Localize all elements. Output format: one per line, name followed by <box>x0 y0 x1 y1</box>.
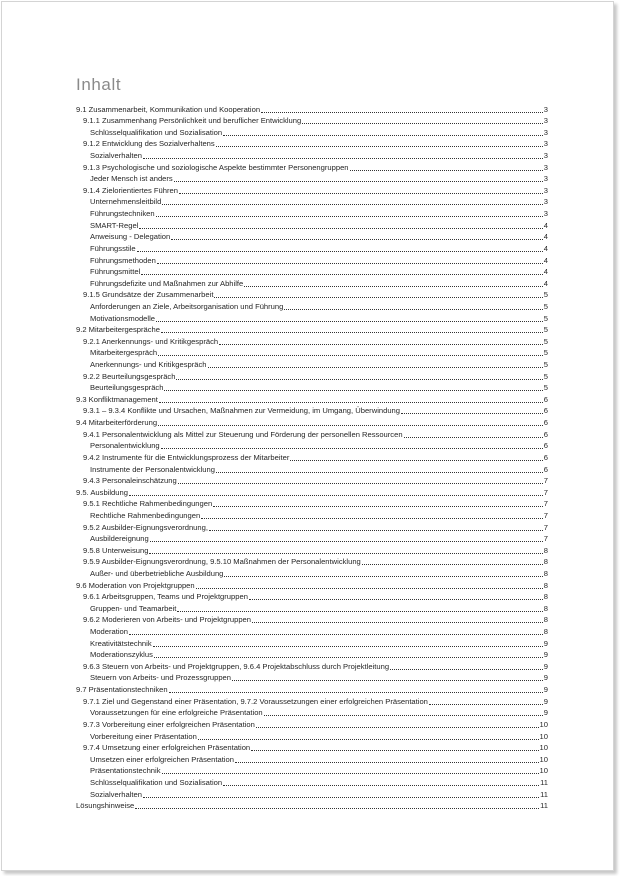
toc-page-number: 8 <box>543 603 548 613</box>
toc-entry[interactable] <box>76 521 548 533</box>
toc-page-number: 10 <box>539 743 548 753</box>
toc-entry[interactable] <box>76 393 548 405</box>
toc-entry-text: Schlüsselqualifikation und Sozialisation <box>90 777 223 787</box>
toc-dot-leader <box>223 785 539 786</box>
toc-dot-leader <box>176 379 542 380</box>
toc-page-number: 8 <box>543 568 548 578</box>
toc-entry-text: 9.1 Zusammenarbeit, Kommunikation und Kooperation <box>76 104 261 114</box>
toc-page-number: 9 <box>543 708 548 718</box>
toc-entry[interactable] <box>76 707 548 719</box>
toc-page-number: 10 <box>539 754 548 764</box>
toc-page-number: 11 <box>540 801 548 811</box>
toc-page-number: 6 <box>543 418 548 428</box>
toc-entry-text: Lösungshinweise <box>76 801 135 811</box>
toc-entry[interactable] <box>76 126 548 138</box>
toc-entry[interactable] <box>76 591 548 603</box>
toc-entry[interactable] <box>76 498 548 510</box>
toc-page-number: 4 <box>543 243 548 253</box>
toc-entry[interactable] <box>76 207 548 219</box>
toc-entry-text: 9.6.2 Moderieren von Arbeits- und Projektgruppen <box>83 615 252 625</box>
toc-entry[interactable] <box>76 219 548 231</box>
toc-entry-text: Jeder Mensch ist anders <box>90 174 173 184</box>
toc-dot-leader <box>150 541 543 542</box>
toc-entry[interactable] <box>76 800 548 812</box>
toc-dot-leader <box>198 739 539 740</box>
toc-entry-text: Beurteilungsgespräch <box>90 383 164 393</box>
toc-dot-leader <box>214 297 542 298</box>
toc-entry-text: Personalentwicklung <box>90 441 160 451</box>
toc-entry[interactable] <box>76 428 548 440</box>
toc-entry[interactable] <box>76 486 548 498</box>
toc-dot-leader <box>154 657 543 658</box>
toc-dot-leader <box>244 286 543 287</box>
toc-page-number: 10 <box>539 731 548 741</box>
toc-entry-text: Kreativitätstechnik <box>90 638 152 648</box>
toc-page-number: 3 <box>543 151 548 161</box>
toc-entry-text: 9.4.1 Personalentwicklung als Mittel zur Steuerung und Förderung der personellen Ressourcen <box>83 429 403 439</box>
toc-entry[interactable] <box>76 115 548 127</box>
toc-entry[interactable] <box>76 765 548 777</box>
toc-entry-text: 9.4.3 Personaleinschätzung <box>83 476 177 486</box>
toc-dot-leader <box>157 263 543 264</box>
toc-entry-text: 9.3 Konfliktmanagement <box>76 394 158 404</box>
toc-entry-text: Führungstechniken <box>90 209 155 219</box>
toc-entry-text: 9.7 Präsentationstechniken <box>76 685 168 695</box>
toc-page-number: 3 <box>543 139 548 149</box>
toc-entry[interactable] <box>76 382 548 394</box>
toc-dot-leader <box>251 750 538 751</box>
toc-entry[interactable] <box>76 347 548 359</box>
toc-entry-text: Moderation <box>90 627 128 637</box>
toc-entry-text: Führungsdefizite und Maßnahmen zur Abhilfe <box>90 278 244 288</box>
toc-entry[interactable] <box>76 718 548 730</box>
toc-dot-leader <box>158 355 543 356</box>
toc-dot-leader <box>129 495 543 496</box>
toc-entry-text: 9.5.9 Ausbilder-Eignungsverordnung, 9.5.10 Maßnahmen der Personalentwicklung <box>83 557 361 567</box>
toc-page-number: 3 <box>543 209 548 219</box>
toc-page-number: 7 <box>543 522 548 532</box>
toc-dot-leader <box>137 251 543 252</box>
toc-page-number: 11 <box>540 777 548 787</box>
toc-entry[interactable] <box>76 358 548 370</box>
toc-entry[interactable] <box>76 161 548 173</box>
toc-page-number: 7 <box>543 534 548 544</box>
toc-dot-leader <box>141 274 543 275</box>
toc-dot-leader <box>153 646 543 647</box>
page-title: Inhalt <box>76 75 122 94</box>
toc-page-number: 5 <box>543 301 548 311</box>
toc-page-number: 5 <box>543 325 548 335</box>
toc-dot-leader <box>162 773 539 774</box>
table-of-contents <box>76 103 548 811</box>
toc-dot-leader <box>162 204 542 205</box>
document-page <box>1 1 614 871</box>
toc-entry[interactable] <box>76 289 548 301</box>
toc-dot-leader <box>169 692 543 693</box>
toc-dot-leader <box>129 634 543 635</box>
toc-dot-leader <box>177 611 542 612</box>
toc-dot-leader <box>196 588 543 589</box>
toc-entry-text: Anweisung - Delegation <box>90 232 171 242</box>
toc-entry[interactable] <box>76 475 548 487</box>
toc-page-number: 9 <box>543 661 548 671</box>
toc-dot-leader <box>252 622 543 623</box>
toc-page-number: 9 <box>543 638 548 648</box>
toc-dot-leader <box>178 483 543 484</box>
toc-entry-text: 9.5. Ausbildung <box>76 487 128 497</box>
toc-dot-leader <box>249 599 543 600</box>
toc-dot-leader <box>143 158 543 159</box>
toc-page-number: 11 <box>540 789 548 799</box>
toc-dot-leader <box>302 123 543 124</box>
toc-dot-leader <box>264 715 543 716</box>
toc-dot-leader <box>429 704 543 705</box>
toc-dot-leader <box>161 448 543 449</box>
toc-dot-leader <box>404 437 543 438</box>
toc-entry[interactable] <box>76 637 548 649</box>
toc-entry-text: Moderationszyklus <box>90 650 153 660</box>
toc-dot-leader <box>362 564 543 565</box>
toc-dot-leader <box>216 146 543 147</box>
toc-page-number: 7 <box>543 487 548 497</box>
toc-entry[interactable] <box>76 683 548 695</box>
toc-entry[interactable] <box>76 173 548 185</box>
toc-page-number: 4 <box>543 278 548 288</box>
toc-entry-text: Führungsmittel <box>90 267 141 277</box>
toc-entry-text: 9.5.1 Rechtliche Rahmenbedingungen <box>83 499 213 509</box>
toc-page-number: 8 <box>543 557 548 567</box>
toc-dot-leader <box>143 797 539 798</box>
toc-page-number: 8 <box>543 627 548 637</box>
toc-entry[interactable] <box>76 753 548 765</box>
toc-entry[interactable] <box>76 440 548 452</box>
toc-page-number: 9 <box>543 650 548 660</box>
toc-entry[interactable] <box>76 184 548 196</box>
toc-page-number: 8 <box>543 545 548 555</box>
toc-entry-text: 9.6 Moderation von Projektgruppen <box>76 580 195 590</box>
toc-entry-text: 9.6.1 Arbeitsgruppen, Teams und Projektgruppen <box>83 592 248 602</box>
toc-dot-leader <box>164 390 542 391</box>
toc-page-number: 10 <box>539 766 548 776</box>
toc-dot-leader <box>256 727 539 728</box>
toc-page-number: 10 <box>539 719 548 729</box>
toc-page-number: 7 <box>543 510 548 520</box>
toc-dot-leader <box>208 367 543 368</box>
toc-entry-text: Führungsstile <box>90 243 136 253</box>
toc-dot-leader <box>209 530 543 531</box>
toc-entry[interactable] <box>76 556 548 568</box>
toc-entry-text: Vorbereitung einer Präsentation <box>90 731 197 741</box>
toc-page-number: 9 <box>543 673 548 683</box>
toc-entry[interactable] <box>76 370 548 382</box>
toc-entry-text: Motivationsmodelle <box>90 313 155 323</box>
toc-page-number: 5 <box>543 313 548 323</box>
toc-entry-text: 9.7.4 Umsetzung einer erfolgreichen Präsentation <box>83 743 251 753</box>
toc-page-number: 3 <box>543 185 548 195</box>
toc-entry[interactable] <box>76 509 548 521</box>
toc-entry-text: Steuern von Arbeits- und Prozessgruppen <box>90 673 231 683</box>
toc-page-number: 7 <box>543 476 548 486</box>
toc-entry-text: 9.4.2 Instrumente für die Entwicklungsprozess der Mitarbeiter <box>83 452 290 462</box>
toc-entry[interactable] <box>76 649 548 661</box>
toc-page-number: 4 <box>543 267 548 277</box>
toc-entry-text: Instrumente der Personalentwicklung <box>90 464 215 474</box>
toc-entry[interactable] <box>76 695 548 707</box>
toc-entry-text: Rechtliche Rahmenbedingungen <box>90 510 201 520</box>
toc-page-number: 6 <box>543 429 548 439</box>
toc-entry-text: 9.5.2 Ausbilder-Eignungsverordnung, <box>83 522 208 532</box>
toc-dot-leader <box>390 669 543 670</box>
toc-entry-text: 9.7.1 Ziel und Gegenstand einer Präsentation, 9.7.2 Voraussetzungen einer erfolgreichen Präsentation <box>83 696 428 706</box>
toc-entry-text: Mitarbeitergespräch <box>90 348 158 358</box>
toc-entry[interactable] <box>76 544 548 556</box>
toc-entry[interactable] <box>76 196 548 208</box>
toc-entry[interactable] <box>76 788 548 800</box>
toc-entry-text: 9.2 Mitarbeitergespräche <box>76 325 160 335</box>
toc-entry-text: 9.6.3 Steuern von Arbeits- und Projektgruppen, 9.6.4 Projektabschluss durch Projektleitung <box>83 661 390 671</box>
toc-entry[interactable] <box>76 242 548 254</box>
toc-entry[interactable] <box>76 405 548 417</box>
toc-page-number: 5 <box>543 383 548 393</box>
toc-entry-text: Anforderungen an Ziele, Arbeitsorganisation und Führung <box>90 301 284 311</box>
toc-entry-text: Voraussetzungen für eine erfolgreiche Präsentation <box>90 708 263 718</box>
toc-entry[interactable] <box>76 324 548 336</box>
toc-page-number: 6 <box>543 394 548 404</box>
toc-page-number: 8 <box>543 580 548 590</box>
toc-page-number: 9 <box>543 696 548 706</box>
toc-page-number: 8 <box>543 592 548 602</box>
toc-dot-leader <box>284 309 542 310</box>
toc-entry[interactable] <box>76 149 548 161</box>
toc-entry-text: Umsetzen einer erfolgreichen Präsentation <box>90 754 234 764</box>
toc-dot-leader <box>350 170 543 171</box>
toc-page-number: 7 <box>543 499 548 509</box>
toc-dot-leader <box>135 808 539 809</box>
toc-page-number: 4 <box>543 232 548 242</box>
toc-entry-text: Außer- und überbetriebliche Ausbildung <box>90 568 224 578</box>
toc-page-number: 5 <box>543 360 548 370</box>
toc-entry-text: 9.4 Mitarbeiterförderung <box>76 418 158 428</box>
toc-page-number: 3 <box>543 162 548 172</box>
toc-page-number: 6 <box>543 452 548 462</box>
toc-page-number: 3 <box>543 127 548 137</box>
toc-dot-leader <box>174 181 543 182</box>
toc-entry-text: 9.2.1 Anerkennungs- und Kritikgespräch <box>83 336 219 346</box>
toc-page-number: 5 <box>543 336 548 346</box>
toc-dot-leader <box>161 332 543 333</box>
toc-entry-text: Sozialverhalten <box>90 151 142 161</box>
toc-entry[interactable] <box>76 533 548 545</box>
toc-entry[interactable] <box>76 567 548 579</box>
toc-page-number: 3 <box>543 174 548 184</box>
toc-entry[interactable] <box>76 660 548 672</box>
toc-dot-leader <box>216 472 543 473</box>
toc-entry[interactable] <box>76 579 548 591</box>
toc-page-number: 8 <box>543 615 548 625</box>
toc-page-number: 3 <box>543 104 548 114</box>
toc-dot-leader <box>261 112 543 113</box>
toc-dot-leader <box>401 413 543 414</box>
toc-entry[interactable] <box>76 266 548 278</box>
toc-page-number: 5 <box>543 290 548 300</box>
toc-entry-text: Ausbildereignung <box>90 534 149 544</box>
toc-entry-text: 9.1.3 Psychologische und soziologische Aspekte bestimmter Personengruppen <box>83 162 349 172</box>
toc-page-number: 9 <box>543 685 548 695</box>
toc-page-number: 3 <box>543 116 548 126</box>
toc-entry[interactable] <box>76 300 548 312</box>
toc-dot-leader <box>232 680 543 681</box>
toc-entry[interactable] <box>76 254 548 266</box>
toc-entry-text: Schlüsselqualifikation und Sozialisation <box>90 127 223 137</box>
toc-dot-leader <box>201 518 543 519</box>
toc-dot-leader <box>158 425 543 426</box>
toc-entry-text: 9.2.2 Beurteilungsgespräch <box>83 371 176 381</box>
toc-dot-leader <box>149 553 542 554</box>
toc-entry[interactable] <box>76 742 548 754</box>
toc-dot-leader <box>290 460 542 461</box>
toc-entry[interactable] <box>76 730 548 742</box>
toc-page-number: 6 <box>543 441 548 451</box>
toc-page-number: 6 <box>543 464 548 474</box>
toc-entry[interactable] <box>76 672 548 684</box>
toc-dot-leader <box>213 506 543 507</box>
toc-entry-text: 9.1.2 Entwicklung des Sozialverhaltens <box>83 139 215 149</box>
toc-entry-text: 9.1.5 Grundsätze der Zusammenarbeit <box>83 290 214 300</box>
toc-page-number: 4 <box>543 255 548 265</box>
toc-dot-leader <box>171 239 543 240</box>
toc-dot-leader <box>219 344 543 345</box>
toc-entry[interactable] <box>76 277 548 289</box>
toc-entry-text: Präsentationstechnik <box>90 766 161 776</box>
toc-page-number: 5 <box>543 371 548 381</box>
toc-page-number: 5 <box>543 348 548 358</box>
toc-dot-leader <box>156 216 543 217</box>
toc-entry[interactable] <box>76 103 548 115</box>
toc-dot-leader <box>235 762 539 763</box>
toc-dot-leader <box>156 321 543 322</box>
toc-entry-text: 9.3.1 – 9.3.4 Konflikte und Ursachen, Maßnahmen zur Vermeidung, im Umgang, Überwindung <box>83 406 401 416</box>
toc-entry[interactable] <box>76 614 548 626</box>
toc-entry[interactable] <box>76 602 548 614</box>
toc-dot-leader <box>224 576 542 577</box>
toc-entry[interactable] <box>76 335 548 347</box>
toc-dot-leader <box>159 402 543 403</box>
toc-entry-text: Gruppen- und Teamarbeit <box>90 603 177 613</box>
toc-entry-text: 9.7.3 Vorbereitung einer erfolgreichen Präsentation <box>83 719 255 729</box>
toc-entry-text: Anerkennungs- und Kritikgespräch <box>90 360 207 370</box>
toc-entry-text: 9.1.4 Zielorientiertes Führen <box>83 185 178 195</box>
toc-dot-leader <box>139 228 542 229</box>
toc-entry[interactable] <box>76 231 548 243</box>
toc-dot-leader <box>223 135 543 136</box>
toc-entry-text: 9.1.1 Zusammenhang Persönlichkeit und beruflicher Entwicklung <box>83 116 302 126</box>
toc-dot-leader <box>179 193 543 194</box>
toc-page-number: 4 <box>543 220 548 230</box>
toc-page-number: 3 <box>543 197 548 207</box>
toc-entry[interactable] <box>76 463 548 475</box>
toc-entry-text: Unternehmensleitbild <box>90 197 162 207</box>
toc-entry[interactable] <box>76 416 548 428</box>
toc-entry[interactable] <box>76 451 548 463</box>
toc-entry-text: SMART-Regel <box>90 220 139 230</box>
toc-entry[interactable] <box>76 625 548 637</box>
toc-entry-text: Sozialverhalten <box>90 789 142 799</box>
toc-entry-text: 9.5.8 Unterweisung <box>83 545 149 555</box>
toc-entry[interactable] <box>76 312 548 324</box>
toc-entry[interactable] <box>76 138 548 150</box>
toc-entry-text: Führungsmethoden <box>90 255 156 265</box>
toc-entry[interactable] <box>76 776 548 788</box>
toc-page-number: 6 <box>543 406 548 416</box>
